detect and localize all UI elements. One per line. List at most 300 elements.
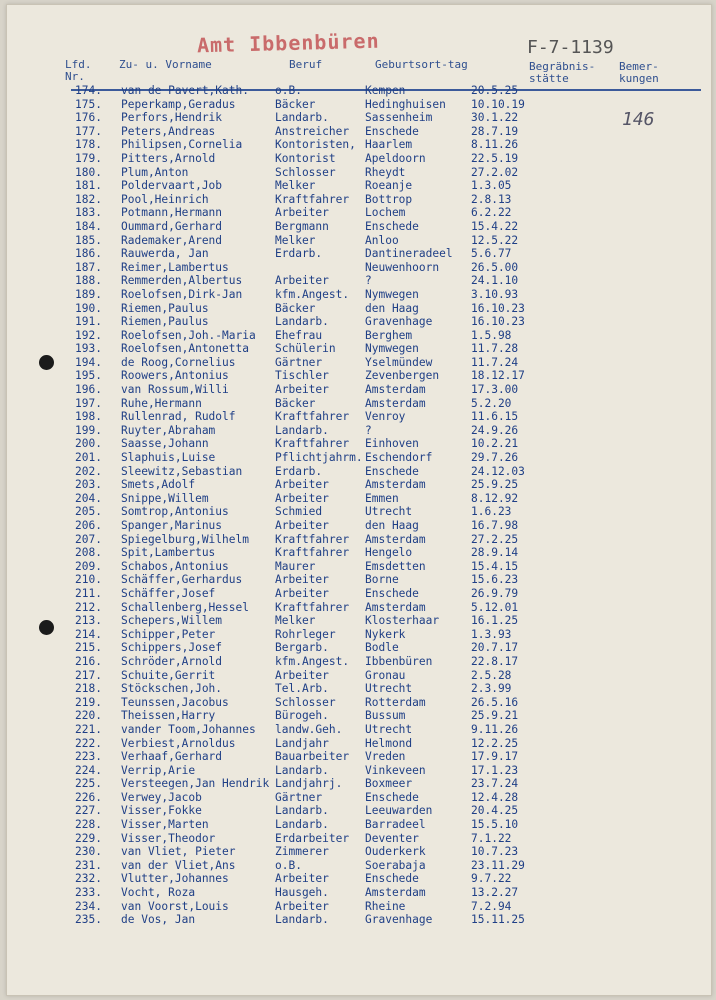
row-number: 218. bbox=[75, 682, 102, 696]
table-row bbox=[75, 641, 715, 655]
row-number: 232. bbox=[75, 872, 102, 886]
birthdate: 28.9.14 bbox=[471, 546, 519, 560]
table-row bbox=[75, 451, 715, 465]
reference-number: F-7-1139 bbox=[527, 37, 614, 58]
table-row bbox=[75, 125, 715, 139]
birthplace: Leeuwarden bbox=[365, 804, 433, 818]
person-name: Snippe,Willem bbox=[121, 491, 209, 505]
person-name: Schabos,Antonius bbox=[121, 559, 229, 573]
row-number: 231. bbox=[75, 858, 102, 872]
table-row bbox=[75, 98, 715, 112]
occupation: Arbeiter bbox=[275, 491, 329, 505]
office-stamp: Amt Ibbenbüren bbox=[196, 28, 380, 58]
row-number: 194. bbox=[75, 355, 102, 369]
birthdate: 5.2.20 bbox=[471, 396, 512, 410]
birthplace: Amsterdam bbox=[365, 396, 426, 410]
occupation: Arbeiter bbox=[275, 872, 329, 886]
birthdate: 15.6.23 bbox=[471, 573, 519, 587]
occupation: Kraftfahrer bbox=[275, 532, 350, 546]
table-row bbox=[75, 872, 715, 886]
birthdate: 10.10.19 bbox=[471, 97, 525, 111]
occupation: Schlosser bbox=[275, 695, 336, 709]
person-name: Roelofsen,Antonetta bbox=[121, 342, 249, 356]
birthdate: 9.7.22 bbox=[471, 872, 512, 886]
birthdate: 26.9.79 bbox=[471, 586, 519, 600]
birthdate: 2.3.99 bbox=[471, 682, 512, 696]
row-number: 177. bbox=[75, 124, 102, 138]
occupation: Landarb. bbox=[275, 315, 329, 329]
birthdate: 13.2.27 bbox=[471, 886, 519, 900]
table-row bbox=[75, 818, 715, 832]
table-row bbox=[75, 179, 715, 193]
person-name: Schallenberg,Hessel bbox=[121, 600, 249, 614]
occupation: Arbeiter bbox=[275, 478, 329, 492]
person-name: vander Toom,Johannes bbox=[121, 722, 256, 736]
row-number: 233. bbox=[75, 886, 102, 900]
row-number: 185. bbox=[75, 233, 102, 247]
table-row bbox=[75, 302, 715, 316]
occupation: Kontorist bbox=[275, 151, 336, 165]
row-number: 176. bbox=[75, 111, 102, 125]
row-number: 208. bbox=[75, 546, 102, 560]
birthdate: 20.4.25 bbox=[471, 804, 519, 818]
birthdate: 12.2.25 bbox=[471, 736, 519, 750]
birthplace: Haarlem bbox=[365, 138, 413, 152]
birthplace: Zevenbergen bbox=[365, 369, 440, 383]
table-row bbox=[75, 832, 715, 846]
row-number: 223. bbox=[75, 750, 102, 764]
table-row bbox=[75, 220, 715, 234]
birthdate: 1.6.23 bbox=[471, 505, 512, 519]
person-name: Rademaker,Arend bbox=[121, 233, 223, 247]
birthdate: 5.6.77 bbox=[471, 247, 512, 261]
occupation: Arbeiter bbox=[275, 668, 329, 682]
birthplace: Neuwenhoorn bbox=[365, 260, 440, 274]
row-number: 229. bbox=[75, 831, 102, 845]
person-name: Remmerden,Albertus bbox=[121, 274, 243, 288]
occupation: Bürogeh. bbox=[275, 709, 329, 723]
occupation: Landarb. bbox=[275, 818, 329, 832]
page-number: 146 bbox=[622, 109, 655, 130]
birthdate: 25.9.25 bbox=[471, 478, 519, 492]
occupation: Landarb. bbox=[275, 804, 329, 818]
birthdate: 10.7.23 bbox=[471, 845, 519, 859]
birthdate: 2.5.28 bbox=[471, 668, 512, 682]
row-number: 184. bbox=[75, 219, 102, 233]
birthplace: Enschede bbox=[365, 790, 419, 804]
birthdate: 26.5.16 bbox=[471, 695, 519, 709]
occupation: Bergmann bbox=[275, 219, 329, 233]
row-number: 221. bbox=[75, 722, 102, 736]
person-name: Riemen,Paulus bbox=[121, 315, 209, 329]
person-name: Spanger,Marinus bbox=[121, 519, 223, 532]
row-number: 201. bbox=[75, 451, 102, 465]
table-row bbox=[75, 845, 715, 859]
birthplace: Berghem bbox=[365, 328, 413, 342]
birthdate: 1.3.93 bbox=[471, 627, 512, 641]
table-row bbox=[75, 533, 715, 547]
birthdate: 16.10.23 bbox=[471, 301, 525, 315]
birthplace: Amsterdam bbox=[365, 600, 426, 614]
birthplace: Hengelo bbox=[365, 546, 413, 560]
table-row bbox=[75, 397, 715, 411]
occupation: Bäcker bbox=[275, 301, 316, 315]
occupation: Arbeiter bbox=[275, 383, 329, 397]
birthplace: Nymwegen bbox=[365, 287, 419, 301]
table-row bbox=[75, 84, 715, 98]
birthplace: Yselmündew bbox=[365, 355, 433, 369]
birthplace: Amsterdam bbox=[365, 383, 426, 397]
person-name: de Vos, Jan bbox=[121, 913, 196, 927]
column-header-bem-line1: Bemer- bbox=[619, 60, 659, 73]
table-row bbox=[75, 383, 715, 397]
row-number: 209. bbox=[75, 559, 102, 573]
birthdate: 12.5.22 bbox=[471, 233, 519, 247]
table-row bbox=[75, 329, 715, 343]
occupation: Rohrleger bbox=[275, 627, 336, 641]
birthplace: Einhoven bbox=[365, 437, 419, 451]
birthplace: Enschede bbox=[365, 464, 419, 478]
table-row bbox=[75, 369, 715, 383]
person-name: Somtrop,Antonius bbox=[121, 505, 229, 519]
table-row bbox=[75, 709, 715, 723]
person-name: Saasse,Johann bbox=[121, 437, 209, 451]
person-name: Smets,Adolf bbox=[121, 478, 196, 492]
birthdate: 12.4.28 bbox=[471, 790, 519, 804]
row-number: 189. bbox=[75, 287, 102, 301]
column-header-nr-line2: Nr. bbox=[65, 70, 85, 83]
occupation: Erdarb. bbox=[275, 247, 323, 261]
table-row bbox=[75, 261, 715, 275]
birthdate: 7.1.22 bbox=[471, 831, 512, 845]
occupation: Hausgeh. bbox=[275, 886, 329, 900]
occupation: landw.Geh. bbox=[275, 722, 343, 736]
birthdate: 8.12.92 bbox=[471, 491, 519, 505]
birthplace: ? bbox=[365, 274, 372, 288]
birthplace: Amsterdam bbox=[365, 478, 426, 492]
birthdate: 15.4.15 bbox=[471, 559, 519, 573]
occupation: Melker bbox=[275, 614, 316, 628]
birthplace: Gravenhage bbox=[365, 315, 433, 329]
person-name: Schröder,Arnold bbox=[121, 654, 223, 668]
table-row bbox=[75, 138, 715, 152]
table-row bbox=[75, 764, 715, 778]
occupation: Arbeiter bbox=[275, 586, 329, 600]
table-row bbox=[75, 777, 715, 791]
person-name: Roelofsen,Joh.-Maria bbox=[121, 328, 256, 342]
table-row bbox=[75, 573, 715, 587]
occupation: o.B. bbox=[275, 84, 302, 97]
birthdate: 8.11.26 bbox=[471, 138, 519, 152]
person-name: Vocht, Roza bbox=[121, 886, 196, 900]
birthplace: Eschendorf bbox=[365, 451, 433, 465]
birthplace: Sassenheim bbox=[365, 111, 433, 125]
table-row bbox=[75, 655, 715, 669]
table-row bbox=[75, 560, 715, 574]
birthplace: Bussum bbox=[365, 709, 406, 723]
person-name: Reimer,Lambertus bbox=[121, 260, 229, 274]
row-number: 207. bbox=[75, 532, 102, 546]
birthdate: 24.1.10 bbox=[471, 274, 519, 288]
birthdate: 26.5.00 bbox=[471, 260, 519, 274]
birthdate: 25.9.21 bbox=[471, 709, 519, 723]
row-number: 175. bbox=[75, 97, 102, 111]
birthdate: 18.12.17 bbox=[471, 369, 525, 383]
birthdate: 29.7.26 bbox=[471, 451, 519, 465]
birthplace: Enschede bbox=[365, 872, 419, 886]
occupation: Gärtner bbox=[275, 790, 323, 804]
person-name: Schippers,Josef bbox=[121, 641, 223, 655]
row-number: 200. bbox=[75, 437, 102, 451]
person-name: Versteegen,Jan Hendrik bbox=[121, 777, 270, 791]
table-row bbox=[75, 886, 715, 900]
birthdate: 16.1.25 bbox=[471, 614, 519, 628]
occupation: Tischler bbox=[275, 369, 329, 383]
occupation: Landarb. bbox=[275, 913, 329, 927]
birthplace: Bottrop bbox=[365, 192, 413, 206]
birthplace: Dantineradeel bbox=[365, 247, 453, 261]
birthdate: 6.2.22 bbox=[471, 206, 512, 220]
person-name: Verwey,Jacob bbox=[121, 790, 202, 804]
occupation: Anstreicher bbox=[275, 124, 350, 138]
occupation: Kraftfahrer bbox=[275, 546, 350, 560]
table-row bbox=[75, 247, 715, 261]
birthdate: 1.5.98 bbox=[471, 328, 512, 342]
table-row bbox=[75, 587, 715, 601]
occupation: Arbeiter bbox=[275, 899, 329, 913]
person-name: Schäffer,Josef bbox=[121, 586, 216, 600]
occupation: kfm.Angest. bbox=[275, 287, 350, 301]
table-row bbox=[75, 315, 715, 329]
person-name: Potmann,Hermann bbox=[121, 206, 223, 220]
birthdate: 17.1.23 bbox=[471, 763, 519, 777]
birthdate: 16.10.23 bbox=[471, 315, 525, 329]
person-name: Teunssen,Jacobus bbox=[121, 695, 229, 709]
table-row bbox=[75, 465, 715, 479]
person-name: Peperkamp,Geradus bbox=[121, 97, 236, 111]
occupation: Kontoristen, bbox=[275, 138, 356, 152]
birthdate: 3.10.93 bbox=[471, 287, 519, 301]
row-number: 214. bbox=[75, 627, 102, 641]
row-number: 234. bbox=[75, 899, 102, 913]
occupation: Kraftfahrer bbox=[275, 410, 350, 424]
table-row bbox=[75, 900, 715, 914]
birthdate: 28.7.19 bbox=[471, 124, 519, 138]
person-name: Verbiest,Arnoldus bbox=[121, 736, 236, 750]
row-number: 181. bbox=[75, 179, 102, 193]
birthdate: 15.11.25 bbox=[471, 913, 525, 927]
occupation: Kraftfahrer bbox=[275, 600, 350, 614]
occupation: Landjahrj. bbox=[275, 777, 343, 791]
row-number: 187. bbox=[75, 260, 102, 274]
table-row bbox=[75, 791, 715, 805]
table-row bbox=[75, 424, 715, 438]
person-name: de Roog,Cornelius bbox=[121, 355, 236, 369]
punch-hole-top bbox=[39, 355, 54, 370]
birthplace: Ouderkerk bbox=[365, 845, 426, 859]
table-row bbox=[75, 206, 715, 220]
table-row bbox=[75, 804, 715, 818]
occupation: Erdarb. bbox=[275, 464, 323, 478]
person-name: Visser,Theodor bbox=[121, 831, 216, 845]
birthplace: Nymwegen bbox=[365, 342, 419, 356]
row-number: 179. bbox=[75, 151, 102, 165]
birthdate: 23.11.29 bbox=[471, 858, 525, 872]
birthdate: 30.1.22 bbox=[471, 111, 519, 125]
table-row bbox=[75, 859, 715, 873]
occupation: Arbeiter bbox=[275, 519, 329, 532]
table-row bbox=[75, 152, 715, 166]
person-name: Ruhe,Hermann bbox=[121, 396, 202, 410]
table-row bbox=[75, 913, 715, 927]
occupation: Schülerin bbox=[275, 342, 336, 356]
row-number: 188. bbox=[75, 274, 102, 288]
birthplace: Ibbenbüren bbox=[365, 654, 433, 668]
column-header-grab-line1: Begräbnis- bbox=[529, 60, 596, 73]
row-number: 203. bbox=[75, 478, 102, 492]
person-name: Roowers,Antonius bbox=[121, 369, 229, 383]
row-number: 228. bbox=[75, 818, 102, 832]
row-number: 196. bbox=[75, 383, 102, 397]
birthplace: Boxmeer bbox=[365, 777, 413, 791]
occupation: Arbeiter bbox=[275, 274, 329, 288]
table-row bbox=[75, 601, 715, 615]
birthplace: Bodle bbox=[365, 641, 399, 655]
row-number: 191. bbox=[75, 315, 102, 329]
person-name: Verhaaf,Gerhard bbox=[121, 750, 223, 764]
row-number: 204. bbox=[75, 491, 102, 505]
birthdate: 23.7.24 bbox=[471, 777, 519, 791]
table-row bbox=[75, 546, 715, 560]
column-header-geburt: Geburtsort-tag bbox=[375, 58, 468, 71]
row-number: 192. bbox=[75, 328, 102, 342]
row-number: 225. bbox=[75, 777, 102, 791]
birthdate: 20.5.25 bbox=[471, 84, 519, 97]
occupation: Arbeiter bbox=[275, 573, 329, 587]
occupation: Schlosser bbox=[275, 165, 336, 179]
row-number: 206. bbox=[75, 519, 102, 532]
birthdate: 27.2.02 bbox=[471, 165, 519, 179]
birthplace: Gravenhage bbox=[365, 913, 433, 927]
birthdate: 15.5.10 bbox=[471, 818, 519, 832]
birthplace: Anloo bbox=[365, 233, 399, 247]
person-name: Schuite,Gerrit bbox=[121, 668, 216, 682]
table-row bbox=[75, 696, 715, 710]
person-name: Theissen,Harry bbox=[121, 709, 216, 723]
row-number: 222. bbox=[75, 736, 102, 750]
birthplace: den Haag bbox=[365, 519, 419, 532]
birthdate: 22.8.17 bbox=[471, 654, 519, 668]
occupation: Landarb. bbox=[275, 423, 329, 437]
row-number: 224. bbox=[75, 763, 102, 777]
occupation: Ehefrau bbox=[275, 328, 323, 342]
person-name: Rullenrad, Rudolf bbox=[121, 410, 236, 424]
birthplace: Nykerk bbox=[365, 627, 406, 641]
occupation: Kraftfahrer bbox=[275, 192, 350, 206]
table-row bbox=[75, 750, 715, 764]
birthdate: 11.7.28 bbox=[471, 342, 519, 356]
occupation: Gärtner bbox=[275, 355, 323, 369]
person-name: Visser,Fokke bbox=[121, 804, 202, 818]
occupation: o.B. bbox=[275, 858, 302, 872]
occupation: Landarb. bbox=[275, 111, 329, 125]
row-number: 183. bbox=[75, 206, 102, 220]
person-name: Roelofsen,Dirk-Jan bbox=[121, 287, 243, 301]
row-number: 212. bbox=[75, 600, 102, 614]
person-name: Philipsen,Cornelia bbox=[121, 138, 243, 152]
table-row bbox=[75, 356, 715, 370]
birthdate: 20.7.17 bbox=[471, 641, 519, 655]
person-name: van Rossum,Willi bbox=[121, 383, 229, 397]
row-number: 193. bbox=[75, 342, 102, 356]
birthplace: Enschede bbox=[365, 219, 419, 233]
table-row bbox=[75, 437, 715, 451]
person-name: Plum,Anton bbox=[121, 165, 189, 179]
row-number: 235. bbox=[75, 913, 102, 927]
row-number: 202. bbox=[75, 464, 102, 478]
register-table bbox=[75, 84, 715, 927]
occupation: Zimmerer bbox=[275, 845, 329, 859]
column-header-bemerkungen bbox=[619, 61, 659, 85]
birthplace: Klosterhaar bbox=[365, 614, 440, 628]
birthplace: Deventer bbox=[365, 831, 419, 845]
table-row bbox=[75, 492, 715, 506]
table-row bbox=[75, 288, 715, 302]
birthdate: 5.12.01 bbox=[471, 600, 519, 614]
row-number: 217. bbox=[75, 668, 102, 682]
birthplace: Enschede bbox=[365, 124, 419, 138]
occupation: Arbeiter bbox=[275, 206, 329, 220]
birthplace: Apeldoorn bbox=[365, 151, 426, 165]
birthplace: Lochem bbox=[365, 206, 406, 220]
person-name: Stöckschen,Joh. bbox=[121, 682, 223, 696]
occupation: Melker bbox=[275, 233, 316, 247]
row-number: 186. bbox=[75, 247, 102, 261]
birthdate: 7.2.94 bbox=[471, 899, 512, 913]
birthdate: 17.9.17 bbox=[471, 750, 519, 764]
row-number: 211. bbox=[75, 586, 102, 600]
column-header-bem-line2: kungen bbox=[619, 72, 659, 85]
occupation: Schmied bbox=[275, 505, 323, 519]
table-row bbox=[75, 234, 715, 248]
birthplace: Rheine bbox=[365, 899, 406, 913]
birthplace: Borne bbox=[365, 573, 399, 587]
birthdate: 11.7.24 bbox=[471, 355, 519, 369]
person-name: Pitters,Arnold bbox=[121, 151, 216, 165]
birthdate: 10.2.21 bbox=[471, 437, 519, 451]
person-name: van Vliet, Pieter bbox=[121, 845, 236, 859]
birthplace: Roeanje bbox=[365, 179, 413, 193]
birthplace: Helmond bbox=[365, 736, 413, 750]
column-header-nr-line1: Lfd. bbox=[65, 58, 92, 71]
birthplace: Soerabaja bbox=[365, 858, 426, 872]
person-name: van de Pavert,Kath. bbox=[121, 84, 249, 97]
table-row bbox=[75, 342, 715, 356]
person-name: Ruyter,Abraham bbox=[121, 423, 216, 437]
table-row bbox=[75, 410, 715, 424]
birthplace: Barradeel bbox=[365, 818, 426, 832]
row-number: 195. bbox=[75, 369, 102, 383]
occupation: Maurer bbox=[275, 559, 316, 573]
birthplace: Utrecht bbox=[365, 505, 413, 519]
person-name: Verrip,Arie bbox=[121, 763, 196, 777]
column-header-beruf: Beruf bbox=[289, 58, 323, 71]
table-row bbox=[75, 274, 715, 288]
birthplace: Vinkeveen bbox=[365, 763, 426, 777]
table-row bbox=[75, 519, 715, 533]
column-header-name: Zu- u. Vorname bbox=[119, 58, 212, 71]
birthplace: Venroy bbox=[365, 410, 406, 424]
